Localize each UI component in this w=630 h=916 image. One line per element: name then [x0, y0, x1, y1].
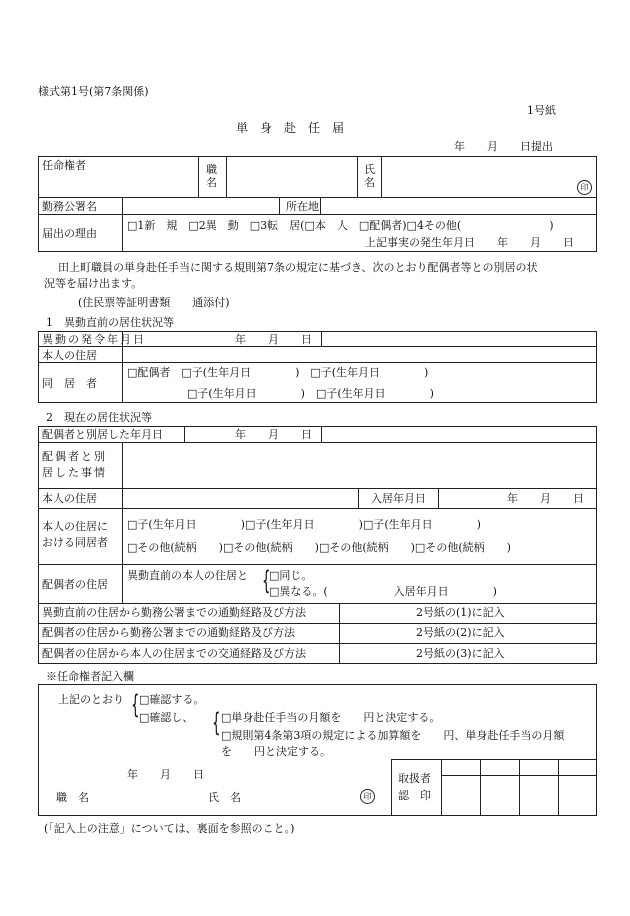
- office-name-label: 勤務公署名: [42, 200, 97, 213]
- s2-cohab-label-2: おける同居者: [42, 536, 108, 549]
- spouse-same[interactable]: □同じ。: [269, 569, 313, 582]
- as-above: 上記のとおり: [58, 693, 124, 706]
- name-label: 氏名: [364, 163, 375, 190]
- separation-reason-label-2: 居した事情: [42, 466, 107, 479]
- appointer-label: 任命権者: [42, 159, 86, 172]
- monthly-amount-option[interactable]: □単身赴任手当の月額を 円と決定する。: [221, 711, 441, 724]
- reason-options[interactable]: □1新 規 □2異 動 □3転 居(□本 人 □配偶者)□4その他( ): [127, 219, 554, 232]
- transfer-date-value: 年 月 日: [235, 333, 312, 346]
- route-label-2: 配偶者の住居から勤務公署までの通勤経路及び方法: [42, 626, 295, 639]
- section2-title: 2 現在の居住状況等: [46, 411, 152, 424]
- seal-icon: 印: [360, 789, 375, 804]
- spouse-prefix: 異動直前の本人の住居と: [127, 569, 248, 582]
- additional-amount-option[interactable]: □規則第4条第3項の規定による加算額を 円、単身赴任手当の月額: [221, 729, 565, 742]
- movein-label: 入居年月日: [371, 492, 426, 505]
- route-value-3: 2号紙の(3)に記入: [416, 647, 505, 660]
- location-label: 所在地: [286, 200, 319, 213]
- route-value-2: 2号紙の(2)に記入: [416, 626, 505, 639]
- spouse-residence-label: 配偶者の住居: [42, 578, 108, 591]
- reason-label: 届出の理由: [42, 227, 97, 240]
- s2-cohab-label-1: 本人の住居に: [42, 520, 108, 533]
- seal-icon: 印: [577, 180, 592, 195]
- footer-note: (「記入上の注意」については、裏面を参照のこと。): [44, 822, 295, 835]
- route-label-3: 配偶者の住居から本人の住居までの交通経路及び方法: [42, 647, 306, 660]
- route-value-1: 2号紙の(1)に記入: [416, 606, 505, 619]
- s2-residence-label: 本人の住居: [42, 492, 97, 505]
- appointer-name: 氏 名: [208, 791, 241, 804]
- cohabitants-label: 同 居 者: [42, 377, 97, 390]
- brace-icon: {: [131, 690, 140, 720]
- separated-date-label: 配偶者と別居した年月日: [42, 428, 163, 441]
- s1-residence-label: 本人の住居: [42, 349, 97, 362]
- additional-amount-cont: を 円と決定する。: [221, 745, 331, 758]
- s2-cohab-line1[interactable]: □子(生年月日 )□子(生年月日 )□子(生年月日 ): [127, 518, 481, 531]
- handler-label-2: 認 印: [398, 789, 431, 802]
- appointer-job-title: 職 名: [56, 791, 89, 804]
- brace-icon: {: [212, 708, 221, 738]
- cohabitants-line1[interactable]: □配偶者 □子(生年月日 ) □子(生年月日 ): [127, 366, 429, 379]
- separation-reason-label-1: 配偶者と別: [42, 450, 107, 463]
- occurrence-date: 上記事実の発生年月日 年 月 日: [365, 236, 574, 249]
- job-title-label: 職名: [206, 163, 217, 190]
- appointer-date: 年 月 日: [127, 768, 204, 781]
- transfer-date-label: 異動の発令年月日: [42, 333, 146, 346]
- cohabitants-line2[interactable]: □子(生年月日 ) □子(生年月日 ): [187, 387, 434, 400]
- brace-icon: {: [262, 566, 271, 596]
- page-title: 単 身 赴 任 届: [236, 121, 345, 135]
- spouse-different[interactable]: □異なる。( 入居年月日 ): [269, 585, 497, 598]
- route-label-1: 異動直前の住居から勤務公署までの通勤経路及び方法: [42, 606, 306, 619]
- section1-title: 1 異動直前の居住状況等: [46, 316, 174, 329]
- appointer-section-title: ※任命権者記入欄: [46, 670, 134, 683]
- intro-line1: 田上町職員の単身赴任手当に関する規則第7条の規定に基づき、次のとおり配偶者等との別居の状: [58, 261, 538, 274]
- attachment-note: (住民票等証明書類 通添付): [78, 296, 230, 309]
- s2-cohab-line2[interactable]: □その他(続柄 )□その他(続柄 )□その他(続柄 )□その他(続柄 ): [127, 541, 511, 554]
- sheet-label: 1号紙: [527, 104, 556, 117]
- intro-line2: 況等を届け出ます。: [44, 277, 143, 290]
- handler-label-1: 取扱者: [398, 772, 431, 785]
- submission-date: 年 月 日提出: [454, 140, 553, 153]
- movein-value: 年 月 日: [507, 492, 584, 505]
- form-id: 様式第1号(第7条関係): [38, 85, 149, 98]
- separated-date-value: 年 月 日: [235, 428, 312, 441]
- confirm-option[interactable]: □確認する。: [139, 693, 205, 706]
- confirm-and-option[interactable]: □確認し、: [139, 711, 194, 724]
